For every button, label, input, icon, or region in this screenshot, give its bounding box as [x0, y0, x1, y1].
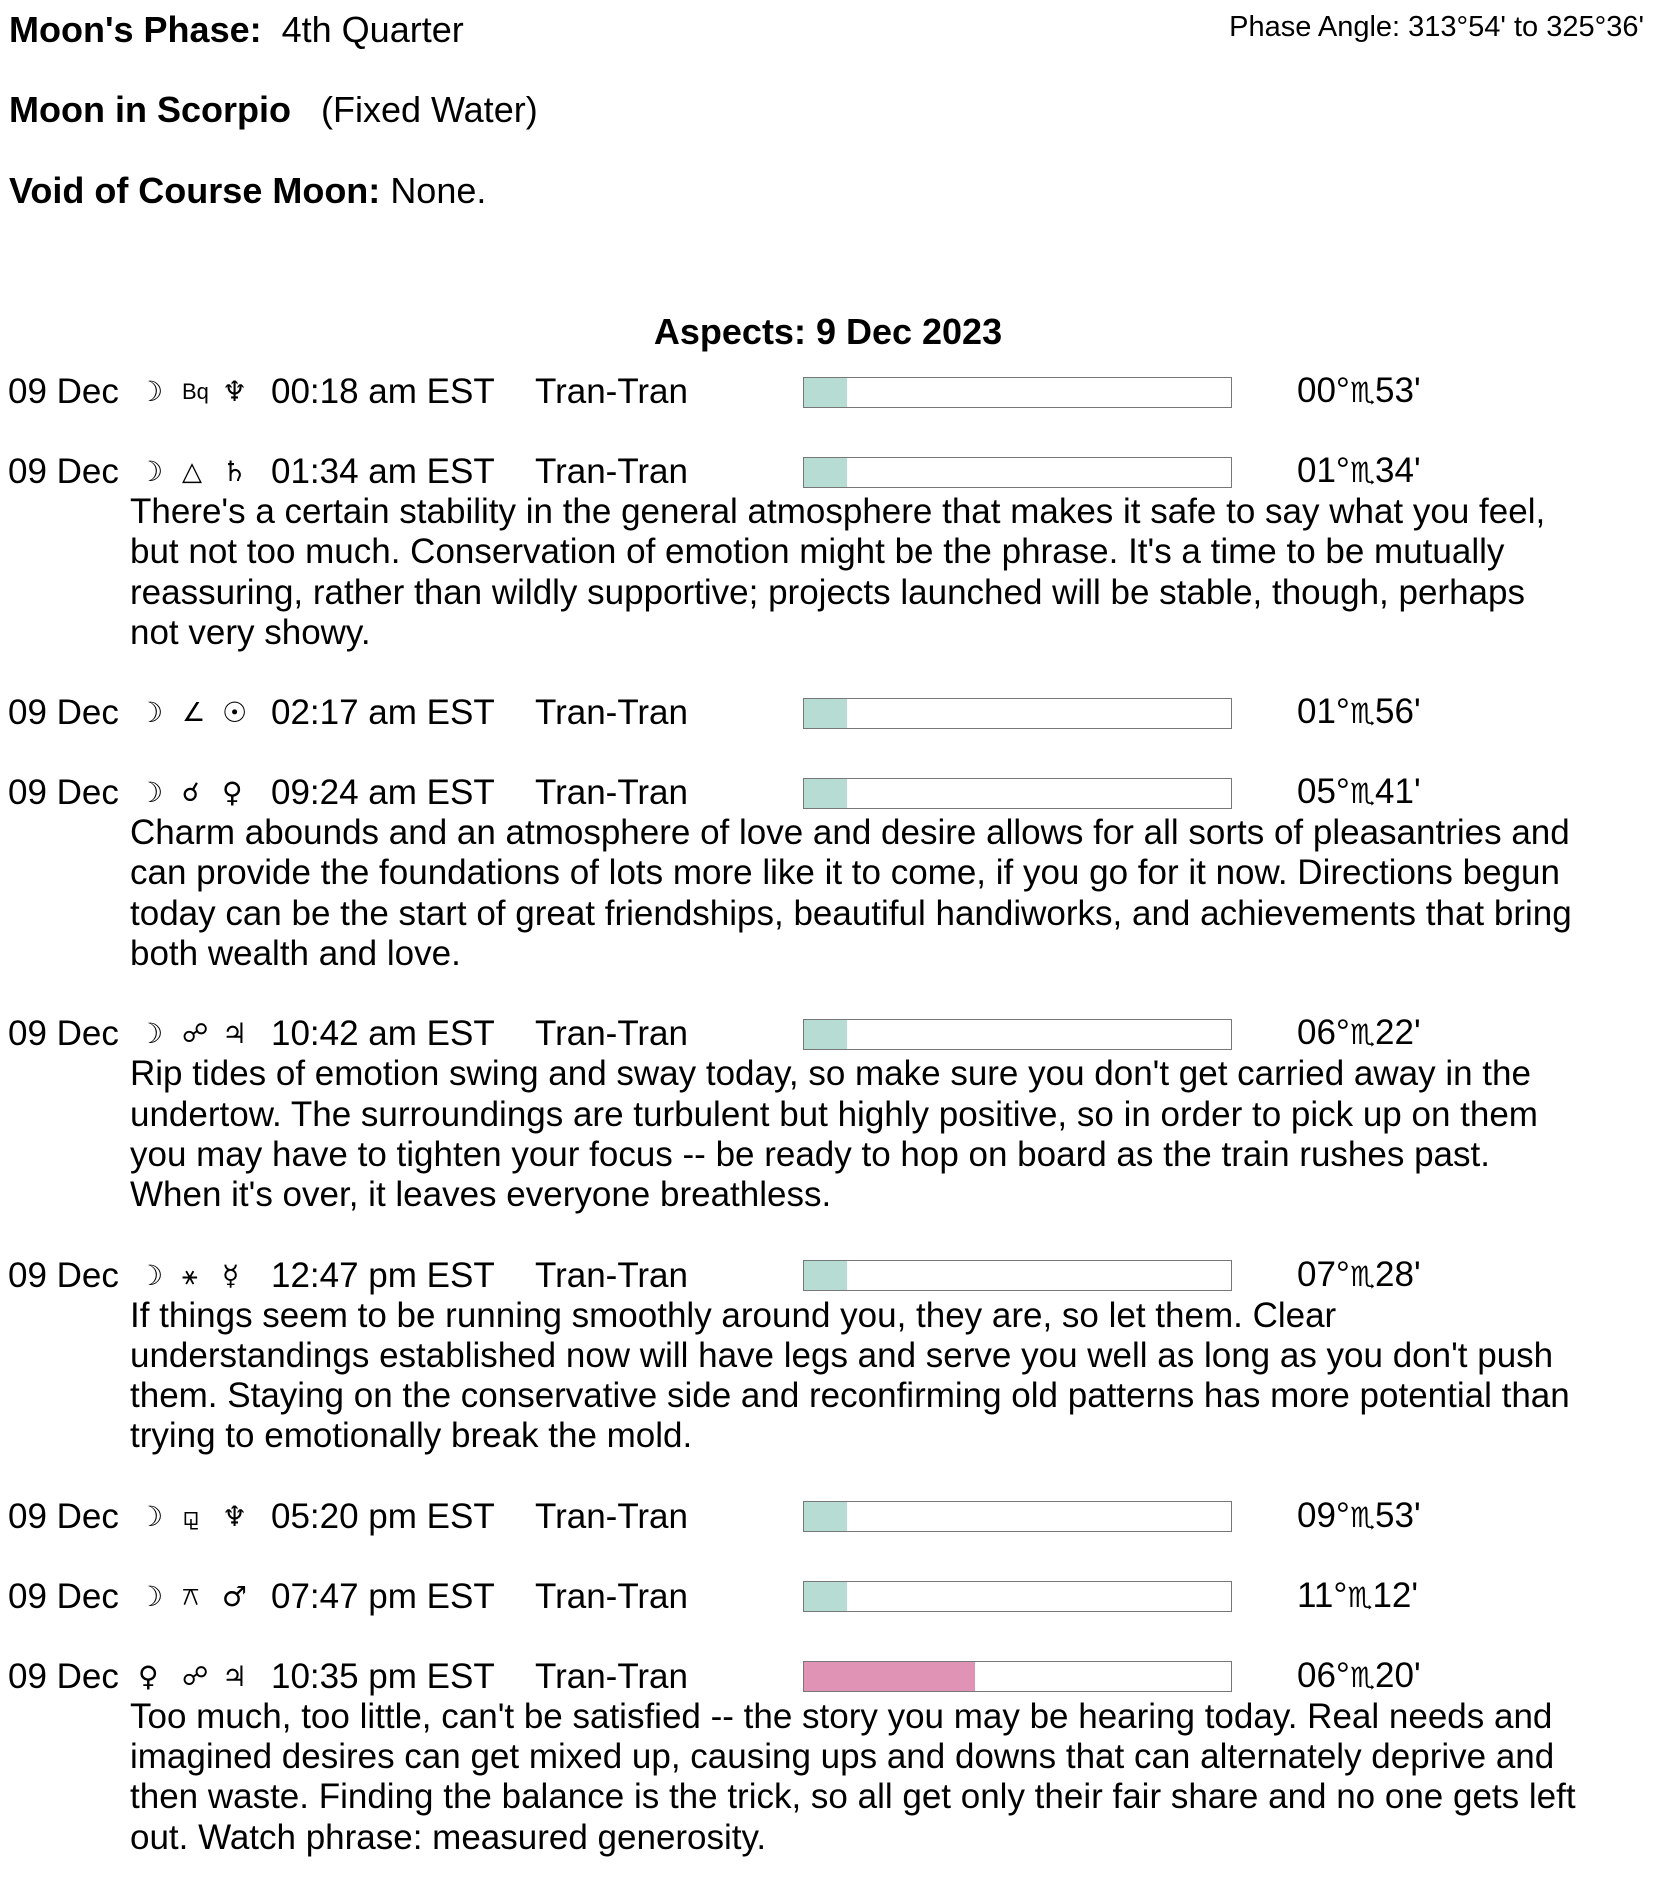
aspect-row — [0, 372, 1656, 412]
minute-value: 12' — [1372, 1575, 1419, 1615]
planet2-icon: ♃ — [222, 1659, 248, 1693]
planet2-icon: ♆ — [222, 1499, 248, 1533]
aspect-icon: ∠ — [182, 698, 206, 729]
description-line: today can be the start of great friendships, beautiful handiworks, and achievements that bring — [130, 893, 1572, 933]
aspect-date: 09 Dec — [8, 1255, 119, 1295]
aspect-time: 10:35 pm EST — [271, 1656, 495, 1696]
degree-value: 01° — [1297, 451, 1350, 490]
aspect-degree — [1297, 692, 1421, 734]
aspect-type: Tran-Tran — [535, 1656, 688, 1696]
aspect-type: Tran-Tran — [535, 372, 688, 411]
aspect-entry — [0, 1657, 1656, 1858]
strength-bar-fill — [804, 1261, 847, 1290]
strength-bar — [803, 377, 1232, 408]
scorpio-icon: ♏ — [1349, 1259, 1376, 1293]
description-line: There's a certain stability in the general atmosphere that makes it safe to say what you feel, — [130, 492, 1546, 531]
aspect-type: Tran-Tran — [535, 452, 688, 491]
aspect-date: 09 Dec — [8, 452, 119, 491]
aspect-date: 09 Dec — [8, 773, 119, 813]
description-line: imagined desires can get mixed up, causing ups and downs that can alternately deprive and — [130, 1737, 1555, 1777]
moon-phase — [9, 10, 464, 50]
strength-bar-fill — [804, 378, 847, 407]
aspect-entry — [0, 773, 1656, 974]
aspect-date: 09 Dec — [8, 1576, 119, 1616]
description-line: If things seem to be running smoothly around you, they are, so let them. Clear — [130, 1295, 1337, 1335]
degree-value: 11° — [1297, 1575, 1348, 1615]
scorpio-icon: ♏ — [1349, 777, 1376, 811]
strength-bar — [803, 1661, 1232, 1692]
strength-bar-fill — [804, 1662, 975, 1691]
aspect-icon: ⚼ — [182, 1501, 200, 1532]
planet2-icon: ♆ — [222, 375, 248, 408]
aspect-row — [0, 1577, 1656, 1617]
strength-bar — [803, 1260, 1232, 1291]
aspect-row — [0, 1256, 1656, 1296]
degree-value: 09° — [1297, 1495, 1350, 1535]
phase-angle: Phase Angle: 313°54' to 325°36' — [1229, 11, 1644, 43]
description-line: can provide the foundations of lots more like it to come, if you go for it now. Directions begun — [130, 853, 1560, 893]
moon-sign-label: Moon in Scorpio — [9, 89, 291, 130]
description-line: When it's over, it leaves everyone breathless. — [130, 1175, 832, 1215]
aspect-degree — [1297, 1013, 1421, 1055]
moon-phase-label: Moon's Phase: — [9, 9, 262, 50]
description-line: but not too much. Conservation of emotion might be the phrase. It's a time to be mutually — [130, 532, 1505, 572]
aspect-date: 09 Dec — [8, 693, 119, 733]
aspect-type: Tran-Tran — [535, 1576, 688, 1616]
aspect-type: Tran-Tran — [535, 1014, 688, 1054]
scorpio-icon: ♏ — [1349, 1660, 1376, 1694]
aspect-entry — [0, 1577, 1656, 1617]
planet1-icon: ☽ — [138, 375, 164, 408]
minute-value: 53' — [1375, 371, 1421, 410]
strength-bar — [803, 778, 1232, 809]
aspect-time: 10:42 am EST — [271, 1014, 495, 1054]
aspect-icon: ⚻ — [182, 1581, 200, 1612]
planet2-icon: ☿ — [222, 1258, 240, 1292]
aspect-degree — [1297, 1255, 1421, 1297]
aspect-type: Tran-Tran — [535, 693, 688, 733]
aspect-icon: ☌ — [182, 778, 200, 809]
degree-value: 00° — [1297, 371, 1350, 410]
description-line: you may have to tighten your focus -- be ready to hop on board as the train rushes past. — [130, 1134, 1490, 1174]
aspect-description — [130, 1697, 1656, 1858]
aspects-title: Aspects: 9 Dec 2023 — [653, 311, 1003, 352]
scorpio-icon: ♏ — [1347, 1580, 1373, 1614]
description-line: Charm abounds and an atmosphere of love and desire allows for all sorts of pleasantries and — [130, 813, 1570, 853]
scorpio-icon: ♏ — [1349, 697, 1376, 731]
planet1-icon: ☽ — [138, 1258, 164, 1292]
description-line: not very showy. — [130, 612, 371, 652]
planet2-icon: ♃ — [222, 1017, 248, 1051]
aspect-entry — [0, 1014, 1656, 1215]
strength-bar-fill — [804, 1020, 847, 1049]
minute-value: 53' — [1375, 1495, 1421, 1535]
aspect-time: 01:34 am EST — [271, 452, 495, 491]
description-line: out. Watch phrase: measured generosity. — [130, 1817, 767, 1857]
planet2-icon: ♂ — [222, 1579, 248, 1613]
aspect-description — [130, 813, 1656, 974]
planet1-icon: ☽ — [138, 1579, 164, 1613]
aspect-type: Tran-Tran — [535, 773, 688, 813]
aspect-degree — [1297, 1656, 1421, 1698]
aspect-date: 09 Dec — [8, 372, 119, 411]
planet2-icon: ♀ — [222, 776, 243, 810]
strength-bar — [803, 1581, 1232, 1612]
planet1-icon: ☽ — [138, 776, 164, 810]
aspect-entry — [0, 1497, 1656, 1537]
aspect-entry — [0, 372, 1656, 412]
aspect-row — [0, 773, 1656, 813]
aspect-row — [0, 452, 1656, 492]
planet1-icon: ☽ — [138, 696, 164, 730]
aspect-entry — [0, 693, 1656, 733]
aspect-icon: △ — [182, 457, 202, 487]
aspect-degree — [1297, 1496, 1421, 1538]
description-line: Rip tides of emotion swing and sway today, so make sure you don't get carried away in the — [130, 1054, 1531, 1094]
aspect-time: 12:47 pm EST — [271, 1255, 495, 1295]
aspect-icon: ☍ — [182, 1661, 209, 1692]
scorpio-icon: ♏ — [1349, 456, 1376, 489]
strength-bar-fill — [804, 458, 847, 487]
degree-value: 06° — [1297, 1013, 1350, 1053]
aspect-degree — [1297, 371, 1421, 413]
aspect-time: 00:18 am EST — [271, 372, 495, 411]
aspect-row — [0, 693, 1656, 733]
description-line: then waste. Finding the balance is the trick, so all get only their fair share and no one gets left — [130, 1777, 1576, 1817]
planet2-icon: ☉ — [222, 696, 248, 730]
aspect-degree — [1297, 1576, 1418, 1618]
void-of-course-value: None. — [390, 170, 487, 211]
scorpio-icon: ♏ — [1349, 1018, 1376, 1052]
strength-bar-fill — [804, 699, 847, 728]
minute-value: 41' — [1375, 772, 1421, 812]
planet1-icon: ☽ — [138, 455, 164, 488]
minute-value: 56' — [1375, 692, 1421, 732]
aspect-entry — [0, 1256, 1656, 1457]
description-line: them. Staying on the conservative side and reconfirming old patterns has more potential than — [130, 1376, 1570, 1416]
degree-value: 07° — [1297, 1254, 1350, 1294]
aspect-icon: ☍ — [182, 1019, 209, 1050]
strength-bar — [803, 457, 1232, 488]
scorpio-icon: ♏ — [1349, 376, 1376, 409]
degree-value: 05° — [1297, 772, 1350, 812]
strength-bar-fill — [804, 779, 847, 808]
planet1-icon: ☽ — [138, 1017, 164, 1051]
description-line: Too much, too little, can't be satisfied -- the story you may be hearing today. Real needs and — [130, 1696, 1553, 1736]
strength-bar — [803, 1501, 1232, 1532]
void-of-course — [9, 171, 486, 211]
strength-bar-fill — [804, 1582, 847, 1611]
description-line: understandings established now will have legs and serve you well as long as you don't push — [130, 1335, 1554, 1375]
degree-value: 06° — [1297, 1655, 1350, 1695]
strength-bar-fill — [804, 1502, 847, 1531]
planet1-icon: ☽ — [138, 1499, 164, 1533]
aspect-icon: Bq — [182, 379, 209, 404]
degree-value: 01° — [1297, 692, 1350, 732]
aspect-row — [0, 1014, 1656, 1054]
strength-bar — [803, 1019, 1232, 1050]
planet1-icon: ♀ — [138, 1659, 159, 1693]
aspect-type: Tran-Tran — [535, 1496, 688, 1536]
strength-bar — [803, 698, 1232, 729]
aspect-degree — [1297, 451, 1421, 493]
aspect-description — [130, 492, 1656, 653]
aspect-date: 09 Dec — [8, 1014, 119, 1054]
description-line: both wealth and love. — [130, 934, 461, 974]
void-of-course-label: Void of Course Moon: — [9, 170, 381, 211]
moon-sign — [9, 90, 538, 130]
aspect-time: 05:20 pm EST — [271, 1496, 495, 1536]
scorpio-icon: ♏ — [1349, 1500, 1376, 1534]
aspect-time: 07:47 pm EST — [271, 1576, 495, 1616]
aspect-type: Tran-Tran — [535, 1255, 688, 1295]
aspect-entry — [0, 452, 1656, 653]
description-line: undertow. The surroundings are turbulent but highly positive, so in order to pick up on them — [130, 1094, 1538, 1134]
planet2-icon: ♄ — [222, 455, 248, 488]
aspect-date: 09 Dec — [8, 1656, 119, 1696]
moon-phase-value: 4th Quarter — [281, 9, 464, 50]
aspect-row — [0, 1497, 1656, 1537]
moon-sign-element: (Fixed Water) — [321, 89, 538, 130]
aspect-time: 09:24 am EST — [271, 773, 495, 813]
aspect-icon: ⚹ — [182, 1260, 198, 1291]
minute-value: 34' — [1375, 451, 1421, 490]
description-line: reassuring, rather than wildly supportive; projects launched will be stable, though, perhaps — [130, 572, 1525, 612]
aspect-time: 02:17 am EST — [271, 693, 495, 733]
aspect-description — [130, 1054, 1656, 1215]
description-line: trying to emotionally break the mold. — [130, 1416, 693, 1456]
aspect-degree — [1297, 772, 1421, 814]
aspect-row — [0, 1657, 1656, 1697]
aspects-list — [0, 372, 1656, 1898]
minute-value: 28' — [1375, 1254, 1421, 1294]
minute-value: 22' — [1375, 1013, 1421, 1053]
aspect-description — [130, 1296, 1656, 1457]
aspect-date: 09 Dec — [8, 1496, 119, 1536]
minute-value: 20' — [1375, 1655, 1421, 1695]
